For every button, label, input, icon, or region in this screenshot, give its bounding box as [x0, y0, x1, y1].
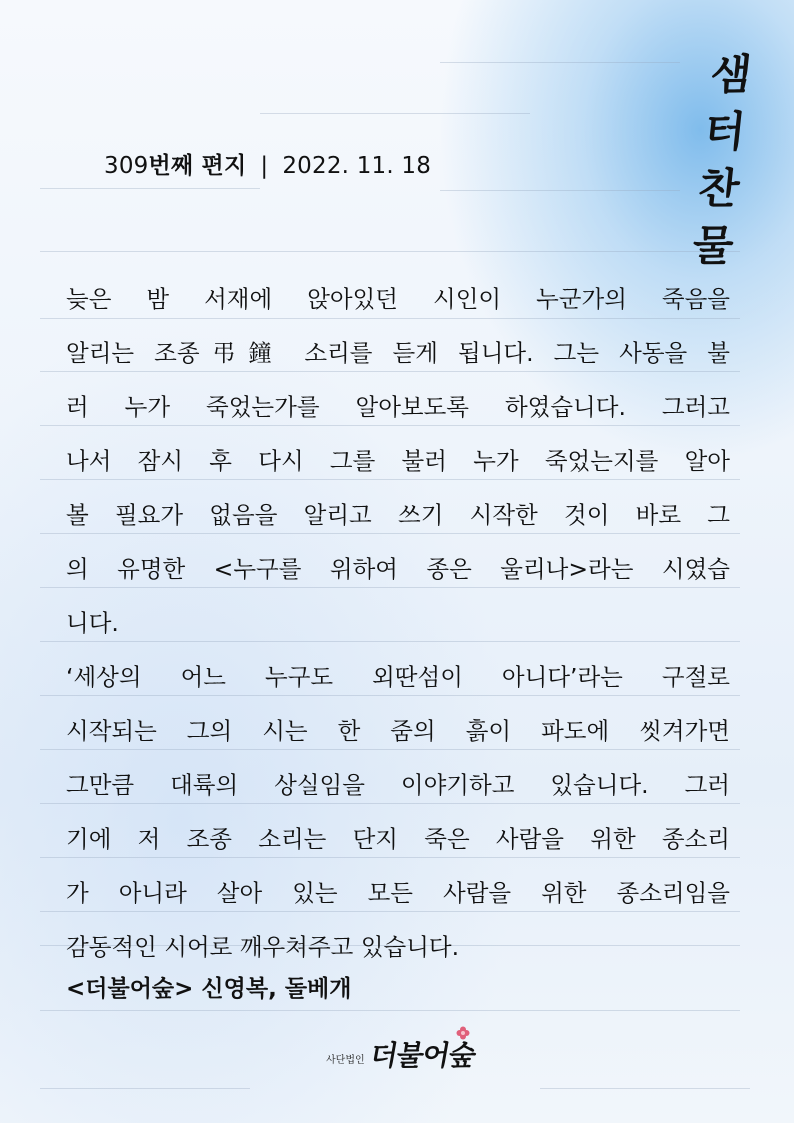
text-line: 기에 저 조종 소리는 단지 죽은 사람을 위한 종소리 — [66, 825, 730, 853]
text-line: ‘세상의 어느 누구도 외딴섬이 아니다’라는 구절로 — [66, 663, 730, 691]
organization-logo — [326, 1030, 478, 1074]
logo-name: 더불어숲 — [367, 1039, 478, 1072]
text-line: 알리는 조종弔鐘 소리를 듣게 됩니다. 그는 사동을 불 — [66, 339, 730, 367]
text-line: 니다. — [66, 609, 119, 637]
letter-number: 309 — [104, 153, 149, 179]
side-title-char: 찬 — [696, 164, 742, 213]
letter-label: 번째 편지 — [148, 153, 247, 179]
text-line: 늦은 밤 서재에 앉아있던 시인이 누군가의 죽음을 — [66, 285, 730, 313]
side-title-char: 터 — [702, 107, 748, 156]
text-line: 감동적인 시어로 깨우쳐주고 있습니다. — [66, 933, 460, 961]
paragraph-1 — [66, 272, 730, 650]
text-line: 러 누가 죽었는가를 알아보도록 하였습니다. 그러고 — [66, 393, 730, 421]
text-line: 그만큼 대륙의 상실임을 이야기하고 있습니다. 그러 — [66, 771, 730, 799]
logo-prefix: 사단법인 — [326, 1055, 365, 1066]
text-line: 의 유명한 <누구를 위하여 종은 울리나>라는 시였습 — [66, 555, 730, 583]
side-title-char: 물 — [690, 221, 736, 270]
flower-icon — [456, 1026, 470, 1040]
text-line: 나서 잠시 후 다시 그를 불러 누가 죽었는지를 알아 — [66, 447, 730, 475]
header-separator: | — [260, 153, 269, 179]
text-line: 볼 필요가 없음을 알리고 쓰기 시작한 것이 바로 그 — [66, 501, 730, 529]
letter-body — [66, 272, 730, 974]
source-citation: <더불어숲> 신영복, 돌베개 — [66, 976, 352, 1002]
letter-date: 2022. 11. 18 — [282, 153, 432, 179]
text-line: 시작되는 그의 시는 한 줌의 흙이 파도에 씻겨가면 — [66, 717, 730, 745]
paragraph-2 — [66, 650, 730, 974]
side-title-char: 샘 — [708, 50, 754, 99]
letter-header — [104, 147, 431, 180]
text-line: 가 아니라 살아 있는 모든 사람을 위한 종소리임을 — [66, 879, 730, 907]
